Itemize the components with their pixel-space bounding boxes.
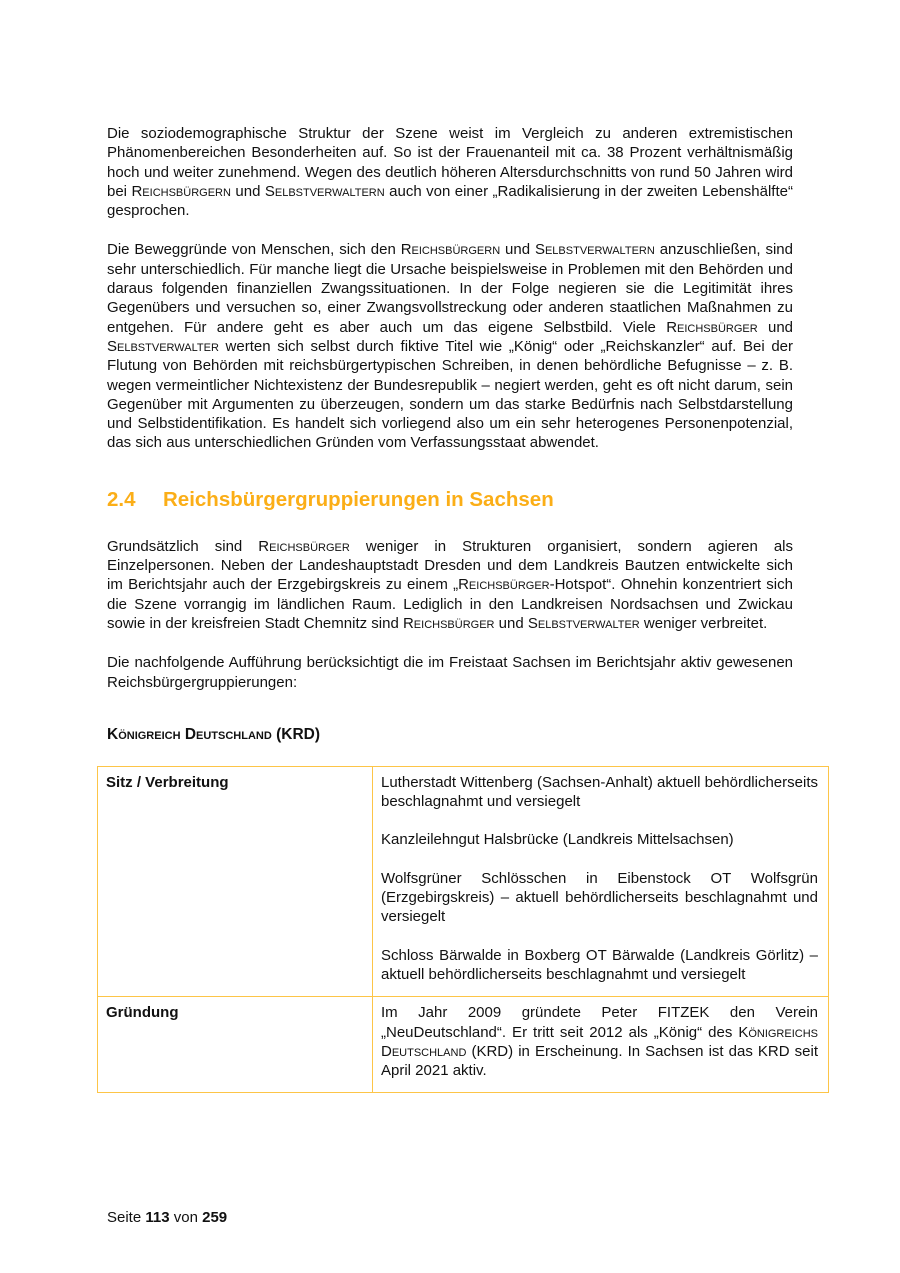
page-content	[106, 124, 818, 1093]
sitz-entry-wolfsgruen: Wolfsgrüner Schlösschen in Eibenstock OT Wolfsgrün (Erzgebirgskreis) – aktuell behördlicherseits beschlagnahmt und versiegelt	[381, 869, 818, 926]
row-label-gruendung: Gründung	[98, 997, 373, 1093]
body-paragraph-4: Die nachfolgende Aufführung berücksichtigt die im Freistaat Sachsen im Berichtsjahr aktiv gewesenen Reichsbürgergruppierungen:	[107, 654, 793, 691]
sitz-entry-wittenberg: Lutherstadt Wittenberg (Sachsen-Anhalt) aktuell behördlicherseits beschlagnahmt und versiegelt	[381, 773, 818, 811]
section-heading	[107, 487, 793, 513]
table-row-gruendung	[98, 997, 829, 1093]
footer-current-page: 113	[145, 1209, 170, 1226]
group-heading-krd: Königreich Deutschland (KRD)	[107, 725, 321, 743]
krd-info-table	[97, 766, 829, 1094]
gruendung-text: Im Jahr 2009 gründete Peter FITZEK den Verein „NeuDeutschland“. Er tritt seit 2012 als „König“ des Königreichs Deutschland (KRD) in Erscheinung. In Sachsen ist das KRD seit April 2021 aktiv.	[381, 1004, 818, 1080]
table-row-sitz-verbreitung	[98, 766, 829, 996]
body-paragraph-2: Die Beweggründe von Menschen, sich den Reichsbürgern und Selbstverwaltern anzuschließen, sind sehr unterschiedlich. Für manche liegt die Ursache beispielsweise in Problemen mit den Behörden und daraus folgenden finanziellen Zwangssituationen. In der Folge negieren sie die Legitimität ihres Gegenübers und versuchen so, einer Zwangsvollstreckung oder anderen staatlichen Maßnahmen zu entgehen. Für andere geht es aber auch um das eigene Selbstbild. Viele Reichsbürger und Selbstverwalter werten sich selbst durch fiktive Titel wie „König“ oder „Reichskanzler“ auf. Bei der Flutung von Behörden mit reichsbürgertypischen Schreiben, in denen behördliche Befugnisse – z. B. wegen vermeintlicher Nichtexistenz der Bundesrepublik – negiert werden, geht es oft nicht darum, sein Gegenüber mit Argumenten zu überzeugen, sondern um das starke Bedürfnis nach Selbstdarstellung und Selbstidentifikation. Es handelt sich vorliegend also um ein sehr heterogenes Personenpotenzial, das sich aus unterschiedlichen Gründen vom Verfassungsstaat abwendet.	[107, 241, 794, 452]
row-value-gruendung	[373, 997, 829, 1093]
section-title: Reichsbürgergruppierungen in Sachsen	[163, 487, 554, 511]
body-paragraph-1: Die soziodemographische Struktur der Szene weist im Vergleich zu anderen extremistischen Phänomenbereichen Besonderheiten auf. So ist der Frauenanteil mit ca. 38 Prozent verhältnismäßig hoch und weiter zunehmend. Wegen des deutlich höheren Altersdurchschnitts von rund 50 Jahren wird bei Reichsbürgern und Selbstverwaltern auch von einer „Radikalisierung in der zweiten Lebenshälfte“ gesprochen.	[107, 125, 793, 220]
page-footer	[107, 1209, 227, 1226]
row-value-sitz	[373, 766, 829, 996]
footer-label-of: von	[173, 1209, 198, 1226]
sitz-entry-baerwalde: Schloss Bärwalde in Boxberg OT Bärwalde (Landkreis Görlitz) – aktuell behördlicherseits beschlagnahmt und versiegelt	[381, 946, 818, 983]
row-label-sitz: Sitz / Verbreitung	[98, 766, 373, 996]
footer-total-pages: 259	[202, 1209, 228, 1226]
sitz-entry-halsbruecke: Kanzleilehngut Halsbrücke (Landkreis Mittelsachsen)	[381, 831, 734, 849]
body-paragraph-3: Grundsätzlich sind Reichsbürger weniger in Strukturen organisiert, sondern agieren als Einzelpersonen. Neben der Landeshauptstadt Dresden und dem Landkreis Bautzen entwickelte sich im Berichtsjahr auch der Erzgebirgskreis zu einem „Reichsbürger-Hotspot“. Ohnehin konzentriert sich die Szene vorrangig im ländlichen Raum. Lediglich in den Landkreisen Nordsachsen und Zwickau sowie in der kreisfreien Stadt Chemnitz sind Reichsbürger und Selbstverwalter weniger verbreitet.	[107, 537, 793, 632]
section-number: 2.4	[107, 487, 136, 511]
footer-label-page: Seite	[107, 1209, 142, 1226]
